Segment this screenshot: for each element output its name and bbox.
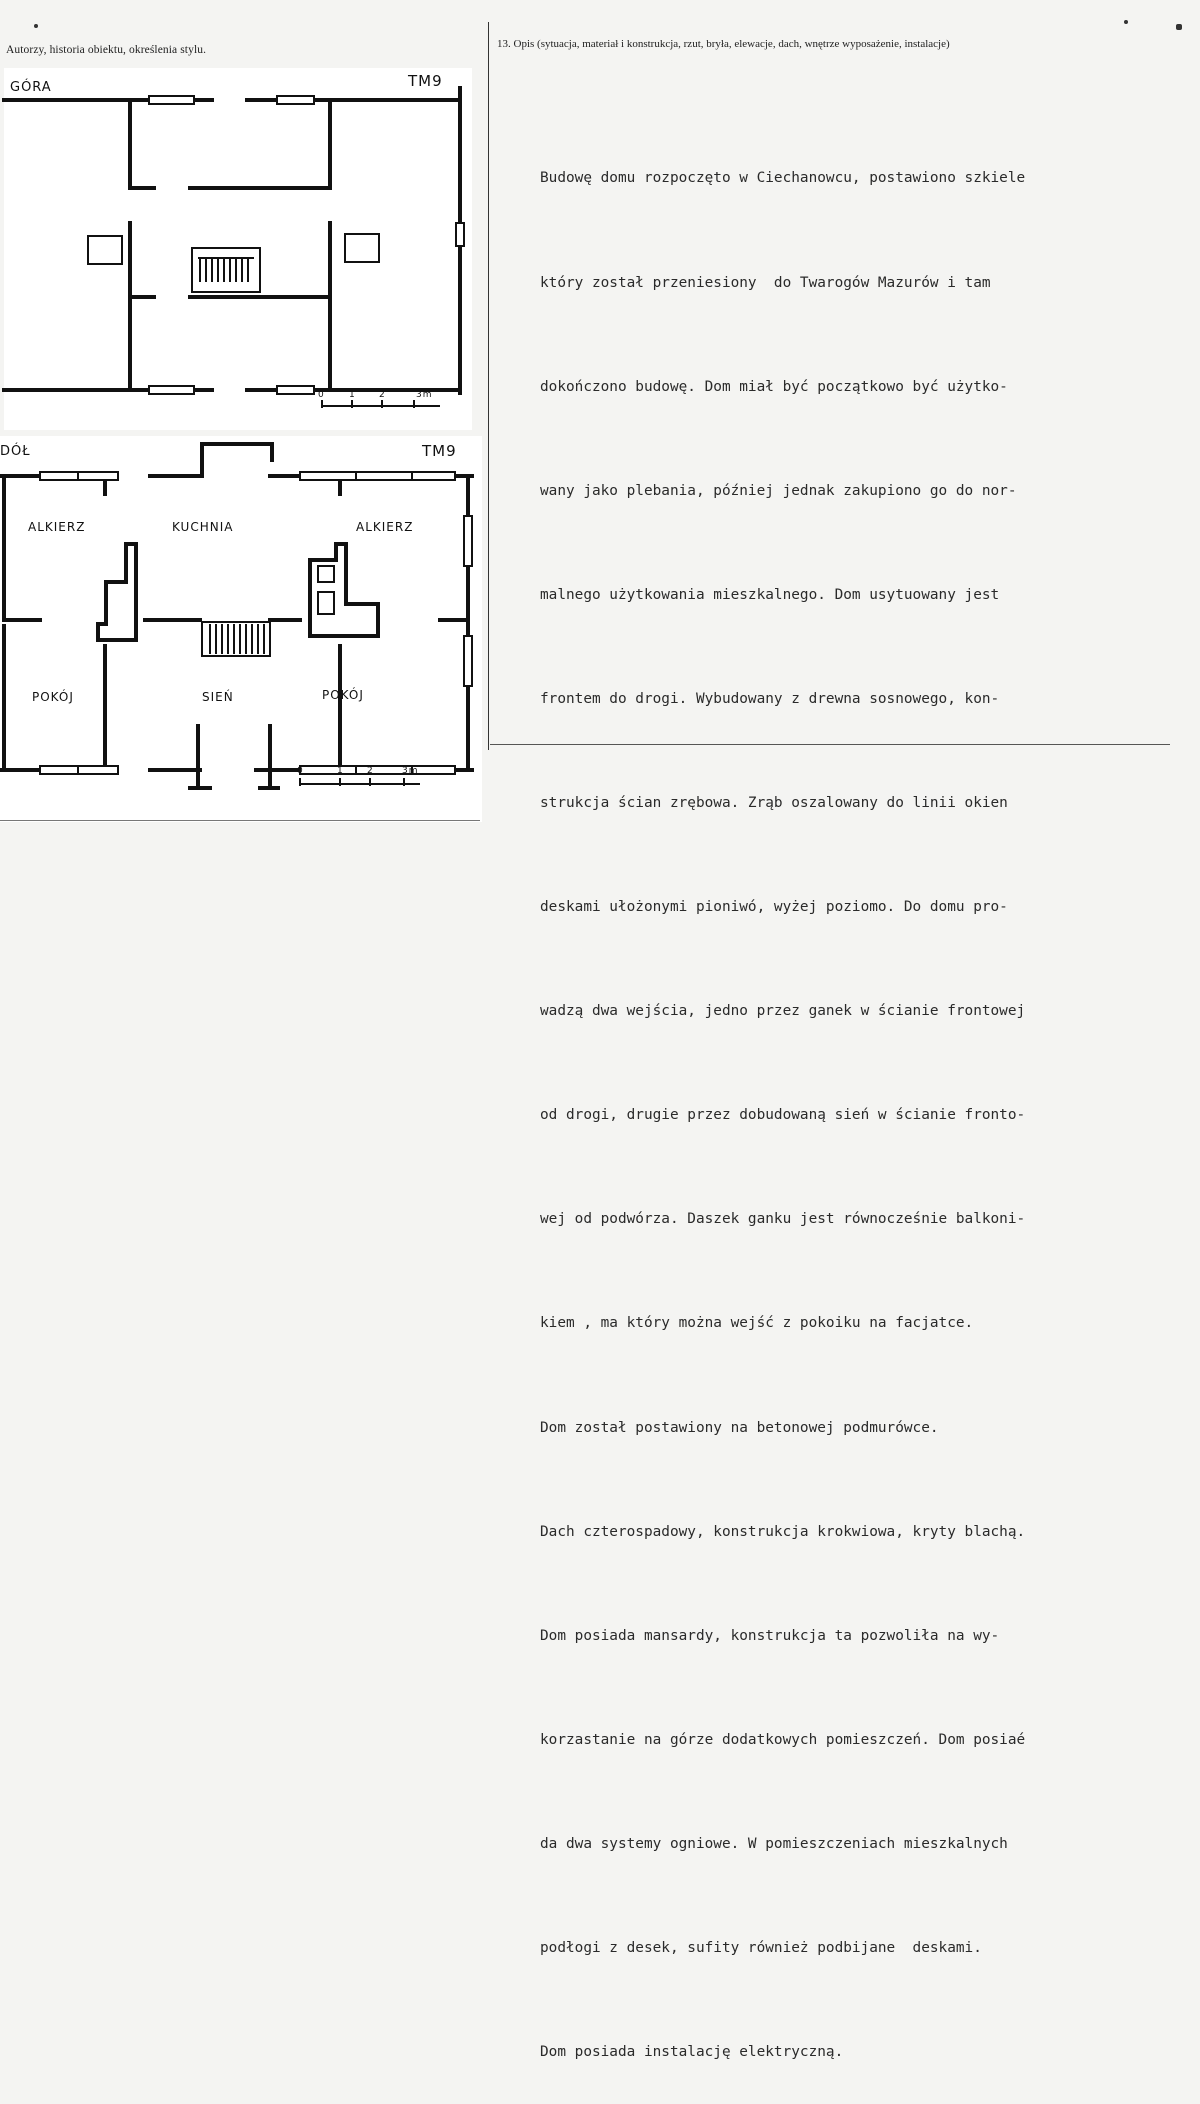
- description-line: Dom posiada mansardy, konstrukcja ta pozwoliła na wy-: [540, 1627, 1000, 1644]
- lower-scale-1: 1: [337, 766, 344, 776]
- floor-plan-lower-drawing: [0, 436, 482, 822]
- description-line: dokończono budowę. Dom miał być początkowo być użytko-: [540, 378, 1008, 395]
- plan-bottom-rule: [0, 820, 480, 821]
- description-line: Dom został postawiony na betonowej podmurówce.: [540, 1419, 939, 1436]
- description-line: Dom posiada instalację elektryczną.: [540, 2044, 844, 2061]
- description-line: Dach czterospadowy, konstrukcja krokwiowa, kryty blachą.: [540, 1523, 1026, 1540]
- lower-scale-3: 3m: [402, 766, 419, 776]
- column-divider: [488, 22, 489, 750]
- description-line: deskami ułożonymi pioniwó, wyżej poziomo. Do domu pro-: [540, 899, 1008, 916]
- room-label: POKÓJ: [322, 688, 364, 702]
- description-line: korzastanie na górze dodatkowych pomieszczeń. Dom posiaé: [540, 1731, 1026, 1748]
- description-line: kiem , ma który można wejść z pokoiku na facjatce.: [540, 1315, 974, 1332]
- lower-plan-title: DÓŁ: [0, 444, 31, 459]
- upper-scale-1: 1: [349, 390, 356, 400]
- upper-scale-2: 2: [379, 390, 386, 400]
- description-line: który został przeniesiony do Twarogów Mazurów i tam: [540, 274, 991, 291]
- lower-scale-2: 2: [367, 766, 374, 776]
- room-label: KUCHNIA: [172, 520, 234, 534]
- description-line: strukcja ścian zrębowa. Zrąb oszalowany do linii okien: [540, 794, 1008, 811]
- description-line: Budowę domu rozpoczęto w Ciechanowcu, postawiono szkiele: [540, 170, 1026, 187]
- header-right: 13. Opis (sytuacja, materiał i konstrukcja, rzut, bryła, elewacje, dach, wnętrze wyposażenie, instalacje): [497, 38, 950, 50]
- description-line: frontem do drogi. Wybudowany z drewna sosnowego, kon-: [540, 690, 1000, 707]
- floor-plan-upper-drawing: [4, 68, 472, 430]
- description-line: malnego użytkowania mieszkalnego. Dom usytuowany jest: [540, 586, 1000, 603]
- description-line: wany jako plebania, później jednak zakupiono go do nor-: [540, 482, 1017, 499]
- upper-scale-3: 3m: [416, 390, 433, 400]
- stray-mark: [34, 24, 38, 28]
- description-line: podłogi z desek, sufity również podbijane deskami.: [540, 1940, 982, 1956]
- room-label: SIEŃ: [202, 690, 234, 704]
- description-line: wej od podwórza. Daszek ganku jest równocześnie balkoni-: [540, 1211, 1026, 1228]
- description-line: od drogi, drugie przez dobudowaną sień w ścianie fronto-: [540, 1107, 1026, 1124]
- upper-scale-0: 0: [318, 390, 325, 400]
- lower-plan-code: TM9: [422, 442, 457, 460]
- room-label: ALKIERZ: [28, 520, 86, 534]
- upper-plan-code: TM9: [408, 72, 443, 90]
- floor-plan-upper: [4, 68, 472, 430]
- description-line: wadzą dwa wejścia, jedno przez ganek w ścianie frontowej: [540, 1003, 1026, 1020]
- description-line: da dwa systemy ogniowe. W pomieszczeniach mieszkalnych: [540, 1835, 1008, 1852]
- room-label: POKÓJ: [32, 690, 74, 704]
- stray-mark: [1124, 20, 1128, 24]
- header-left: Autorzy, historia obiektu, określenia stylu.: [6, 44, 207, 56]
- lower-scale-0: 0: [297, 766, 304, 776]
- floor-plan-lower: [0, 436, 482, 822]
- stray-mark: [1176, 24, 1182, 30]
- upper-plan-title: GÓRA: [10, 80, 52, 95]
- room-label: ALKIERZ: [356, 520, 414, 534]
- description-text: [540, 92, 1180, 2104]
